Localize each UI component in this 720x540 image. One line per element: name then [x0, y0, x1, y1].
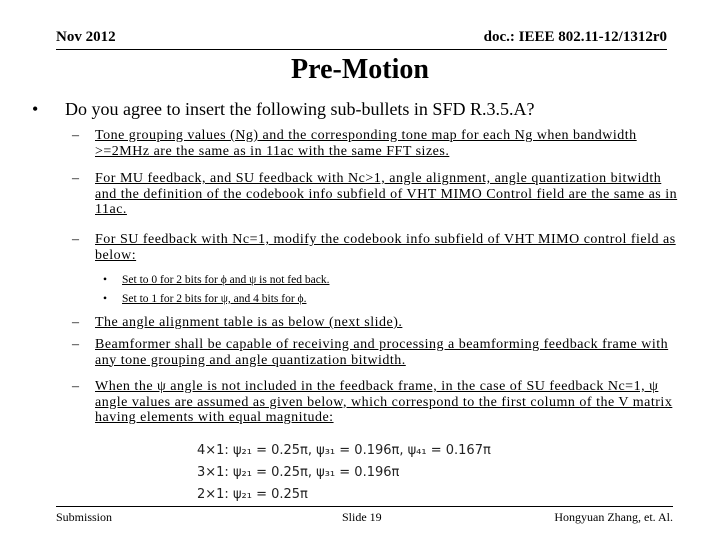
dash-marker: – [72, 337, 79, 352]
slide-title: Pre-Motion [291, 54, 429, 85]
sub-sub-bullet-text: Set to 0 for 2 bits for ϕ and ψ is not fed back. [122, 274, 330, 286]
footer-author: Hongyuan Zhang, et. Al. [554, 510, 673, 524]
footer-slide-number: Slide 19 [342, 510, 382, 524]
footer-divider [56, 506, 673, 507]
sub-bullet-text: When the ψ angle is not included in the feedback frame, in the case of SU feedback Nc=1, ψ angle values are assumed as given below, which correspond to the first column of the V matrix having elements with equal magnitude: [95, 379, 673, 425]
equation-line: 3×1: ψ₂₁ = 0.25π, ψ₃₁ = 0.196π [197, 465, 400, 480]
bullet-dot: • [32, 99, 39, 119]
dash-marker: – [72, 171, 79, 186]
sub-bullet-text: The angle alignment table is as below (next slide). [95, 315, 403, 330]
sub-bullet-text: Tone grouping values (Ng) and the corresponding tone map for each Ng when bandwidth >=2MHz are the same as in 11ac with the same FFT sizes. [95, 128, 637, 159]
header-doc-id: doc.: IEEE 802.11-12/1312r0 [483, 29, 667, 45]
sub-bullet-text: For SU feedback with Nc=1, modify the codebook info subfield of VHT MIMO control field as below: [95, 232, 676, 263]
footer-submission: Submission [56, 510, 113, 524]
bullet-dot: • [103, 274, 108, 286]
sub-sub-bullet-text: Set to 1 for 2 bits for ψ, and 4 bits for ϕ. [122, 293, 307, 305]
equation-line: 2×1: ψ₂₁ = 0.25π [197, 487, 308, 502]
main-bullet-text: Do you agree to insert the following sub-bullets in SFD R.3.5.A? [65, 99, 535, 119]
header-divider [56, 49, 667, 50]
sub-bullet-text: For MU feedback, and SU feedback with Nc>1, angle alignment, angle quantization bitwidth and the definition of the codebook info subfield of VHT MIMO Control field are the same as in 11ac. [95, 171, 678, 217]
equation-line: 4×1: ψ₂₁ = 0.25π, ψ₃₁ = 0.196π, ψ₄₁ = 0.167π [197, 443, 491, 458]
header-date: Nov 2012 [56, 29, 116, 45]
sub-bullet-text: Beamformer shall be capable of receiving and processing a beamforming feedback frame with any tone grouping and angle quantization bitwidth. [95, 337, 669, 368]
bullet-dot: • [103, 293, 108, 305]
dash-marker: – [72, 128, 79, 143]
dash-marker: – [72, 315, 79, 330]
dash-marker: – [72, 379, 79, 394]
equation-block [197, 443, 537, 505]
dash-marker: – [72, 232, 79, 247]
